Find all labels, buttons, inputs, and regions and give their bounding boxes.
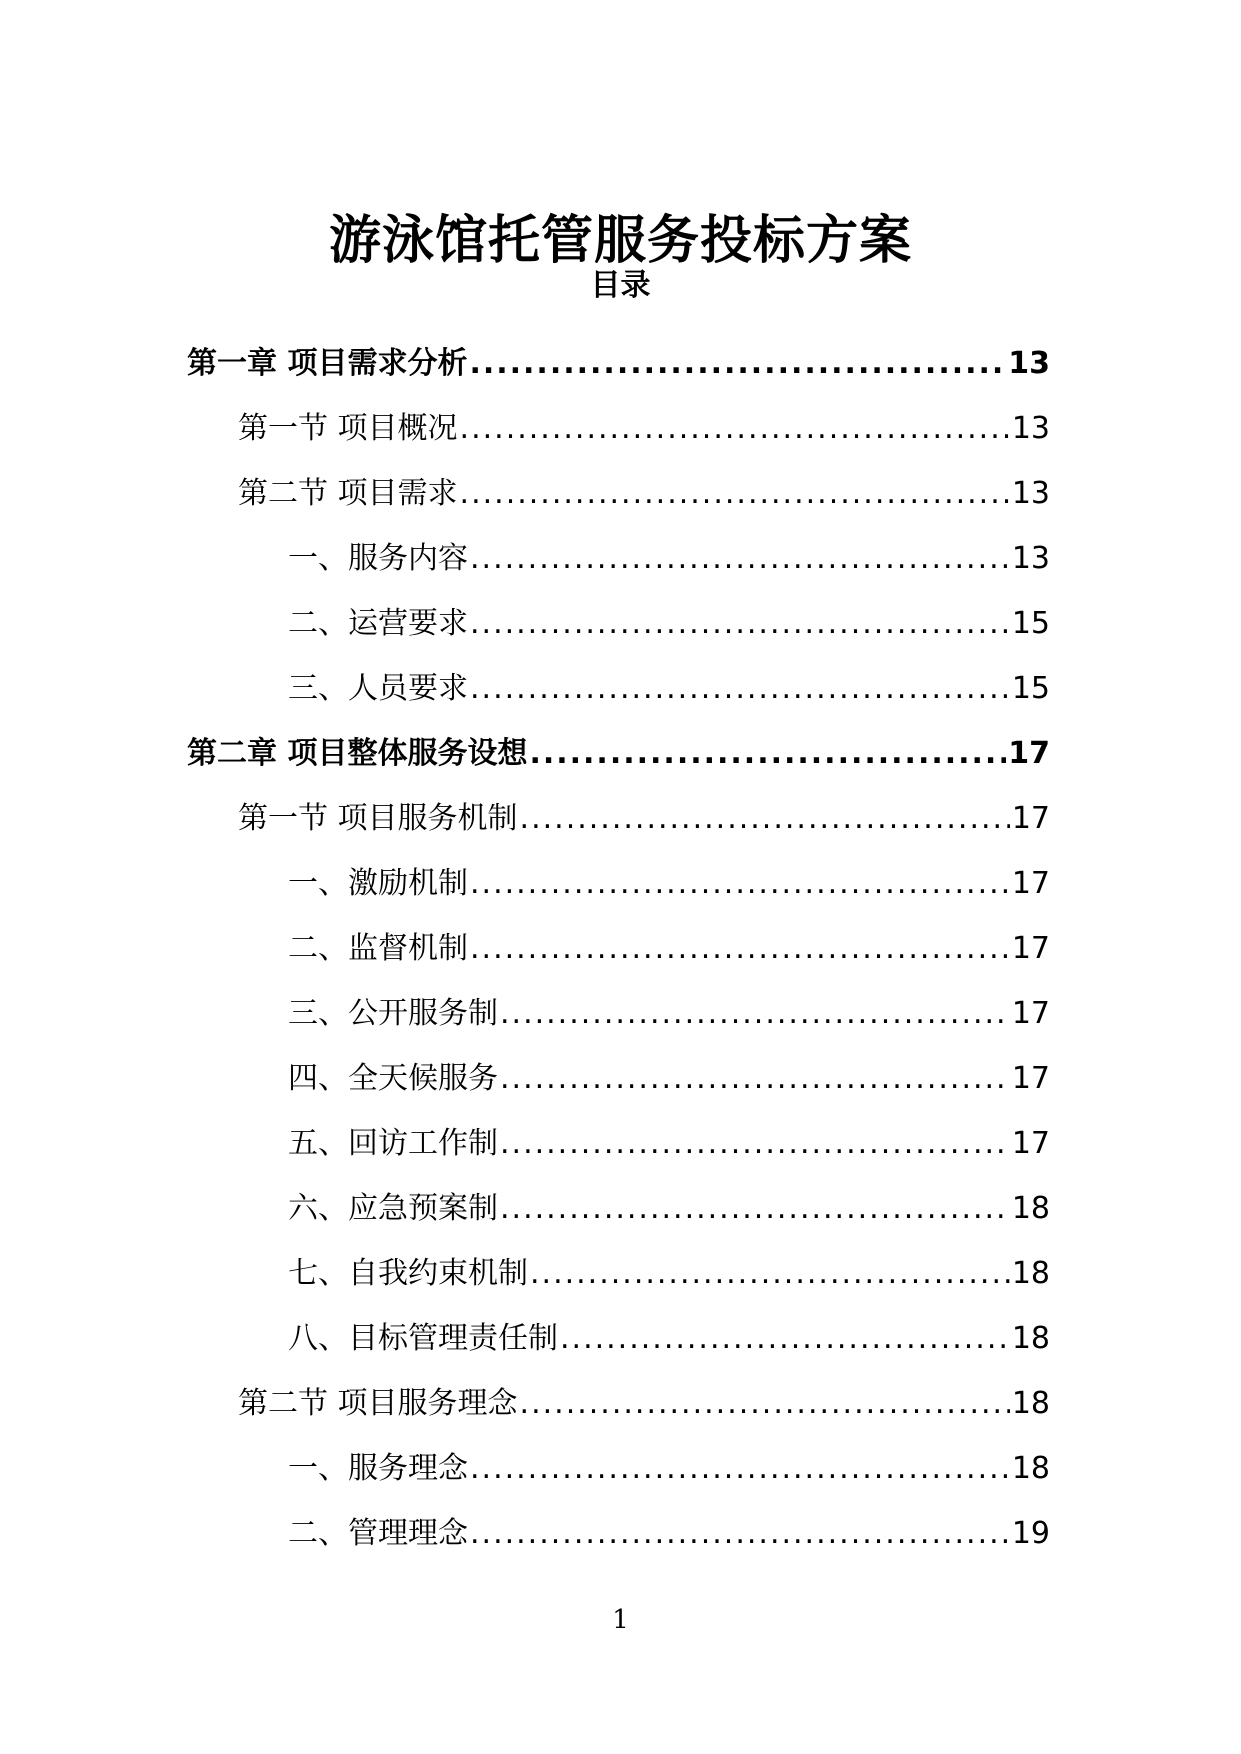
toc-page-number: 17 — [1011, 1126, 1050, 1161]
toc-leader-dots — [520, 796, 1010, 842]
toc-entry-item[interactable] — [0, 647, 1241, 712]
toc-entry-text: 一、激励机制 — [288, 866, 468, 901]
table-of-contents — [0, 322, 1241, 1557]
toc-entry-item[interactable] — [0, 1297, 1241, 1362]
toc-entry-text: 第二节 项目服务理念 — [238, 1386, 518, 1421]
toc-entry-section[interactable] — [0, 777, 1241, 842]
toc-entry-section[interactable] — [0, 387, 1241, 452]
toc-leader-dots — [500, 1121, 1010, 1167]
toc-entry-item[interactable] — [0, 1037, 1241, 1102]
toc-leader-dots — [500, 1056, 1010, 1102]
toc-entry-item[interactable] — [0, 842, 1241, 907]
toc-entry-section[interactable] — [0, 452, 1241, 517]
toc-page-number: 13 — [1011, 411, 1050, 446]
toc-leader-dots — [530, 1251, 1010, 1297]
toc-entry-text: 第一节 项目概况 — [238, 411, 458, 446]
toc-entry-text: 第一章 项目需求分析 — [187, 346, 468, 381]
toc-page-number: 17 — [1011, 866, 1050, 901]
toc-leader-dots — [460, 406, 1010, 452]
toc-page-number: 18 — [1011, 1451, 1050, 1486]
toc-page-number: 17 — [1011, 1061, 1050, 1096]
toc-entry-text: 三、公开服务制 — [288, 996, 498, 1031]
toc-entry-item[interactable] — [0, 907, 1241, 972]
toc-entry-item[interactable] — [0, 517, 1241, 582]
toc-entry-text: 二、运营要求 — [288, 606, 468, 641]
toc-page-number: 15 — [1011, 671, 1050, 706]
page-number: 1 — [612, 1605, 629, 1635]
toc-entry-item[interactable] — [0, 1427, 1241, 1492]
toc-leader-dots — [470, 666, 1010, 712]
toc-entry-chapter-2[interactable] — [0, 712, 1241, 777]
toc-leader-dots — [470, 861, 1010, 907]
toc-leader-dots — [470, 926, 1010, 972]
toc-entry-item[interactable] — [0, 1102, 1241, 1167]
toc-page-number: 18 — [1011, 1256, 1050, 1291]
toc-entry-text: 八、目标管理责任制 — [288, 1321, 558, 1356]
toc-leader-dots — [460, 471, 1010, 517]
toc-entry-text: 七、自我约束机制 — [288, 1256, 528, 1291]
toc-leader-dots — [560, 1316, 1010, 1362]
toc-entry-text: 第一节 项目服务机制 — [238, 801, 518, 836]
toc-page-number: 13 — [1008, 346, 1050, 381]
toc-leader-dots — [470, 601, 1010, 647]
toc-entry-item[interactable] — [0, 582, 1241, 647]
toc-entry-item[interactable] — [0, 1232, 1241, 1297]
toc-entry-text: 三、人员要求 — [288, 671, 468, 706]
toc-entry-section[interactable] — [0, 1362, 1241, 1427]
toc-page-number: 13 — [1011, 476, 1050, 511]
toc-entry-text: 二、监督机制 — [288, 931, 468, 966]
toc-entry-chapter-1[interactable] — [0, 322, 1241, 387]
toc-entry-text: 二、管理理念 — [288, 1516, 468, 1551]
toc-leader-dots — [500, 1186, 1010, 1232]
toc-page-number: 17 — [1008, 736, 1050, 771]
toc-entry-text: 第二节 项目需求 — [238, 476, 458, 511]
toc-page-number: 13 — [1011, 541, 1050, 576]
toc-page-number: 17 — [1011, 996, 1050, 1031]
toc-leader-dots — [529, 731, 1006, 777]
toc-entry-text: 六、应急预案制 — [288, 1191, 498, 1226]
toc-page-number: 18 — [1011, 1386, 1050, 1421]
toc-entry-text: 五、回访工作制 — [288, 1126, 498, 1161]
toc-entry-text: 一、服务理念 — [288, 1451, 468, 1486]
toc-leader-dots — [520, 1381, 1010, 1427]
toc-entry-item[interactable] — [0, 1167, 1241, 1232]
toc-leader-dots — [469, 341, 1006, 387]
toc-entry-text: 第二章 项目整体服务设想 — [187, 736, 528, 771]
toc-leader-dots — [470, 1446, 1010, 1492]
toc-entry-item[interactable] — [0, 972, 1241, 1037]
toc-page-number: 17 — [1011, 801, 1050, 836]
toc-page-number: 18 — [1011, 1191, 1050, 1226]
toc-page-number: 19 — [1011, 1516, 1050, 1551]
toc-page-number: 17 — [1011, 931, 1050, 966]
toc-entry-item[interactable] — [0, 1492, 1241, 1557]
toc-entry-text: 四、全天候服务 — [288, 1061, 498, 1096]
toc-page-number: 18 — [1011, 1321, 1050, 1356]
toc-leader-dots — [470, 1511, 1010, 1557]
toc-leader-dots — [500, 991, 1010, 1037]
toc-page-number: 15 — [1011, 606, 1050, 641]
toc-entry-text: 一、服务内容 — [288, 541, 468, 576]
toc-heading: 目录 — [590, 268, 651, 303]
toc-leader-dots — [470, 536, 1010, 582]
document-title: 游泳馆托管服务投标方案 — [328, 210, 912, 271]
